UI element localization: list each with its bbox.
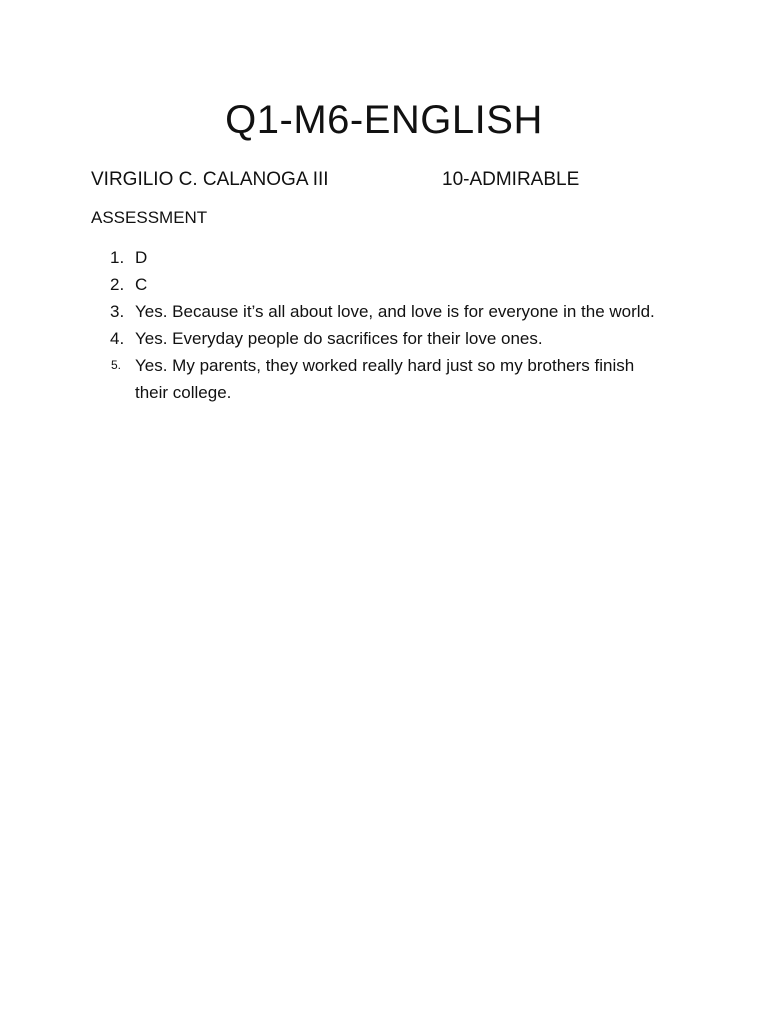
answer-number: 3. <box>110 302 125 321</box>
answer-text: D <box>135 248 148 267</box>
answer-number: 4. <box>110 329 125 348</box>
answer-text: Yes. Because it’s all about love, and love is for everyone in the world. <box>135 302 655 321</box>
section-name: 10-ADMIRABLE <box>442 169 580 190</box>
answer-item <box>91 325 671 352</box>
answer-number: 2. <box>110 275 125 294</box>
answer-number: 5. <box>111 358 122 372</box>
answer-text: Yes. My parents, they worked really hard just so my brothers finish their college. <box>135 356 635 402</box>
answer-text: Yes. Everyday people do sacrifices for their love ones. <box>135 329 543 348</box>
student-name: VIRGILIO C. CALANOGA III <box>91 169 329 190</box>
document-title: Q1-M6-ENGLISH <box>225 98 543 142</box>
answer-list <box>91 244 671 406</box>
answer-number: 1. <box>110 248 125 267</box>
answer-item <box>91 271 671 298</box>
answer-item <box>91 244 671 271</box>
author-line <box>91 169 691 195</box>
answer-item <box>91 298 671 325</box>
answer-text: C <box>135 275 148 294</box>
assessment-heading: ASSESSMENT <box>91 208 208 227</box>
answer-item <box>91 352 671 406</box>
